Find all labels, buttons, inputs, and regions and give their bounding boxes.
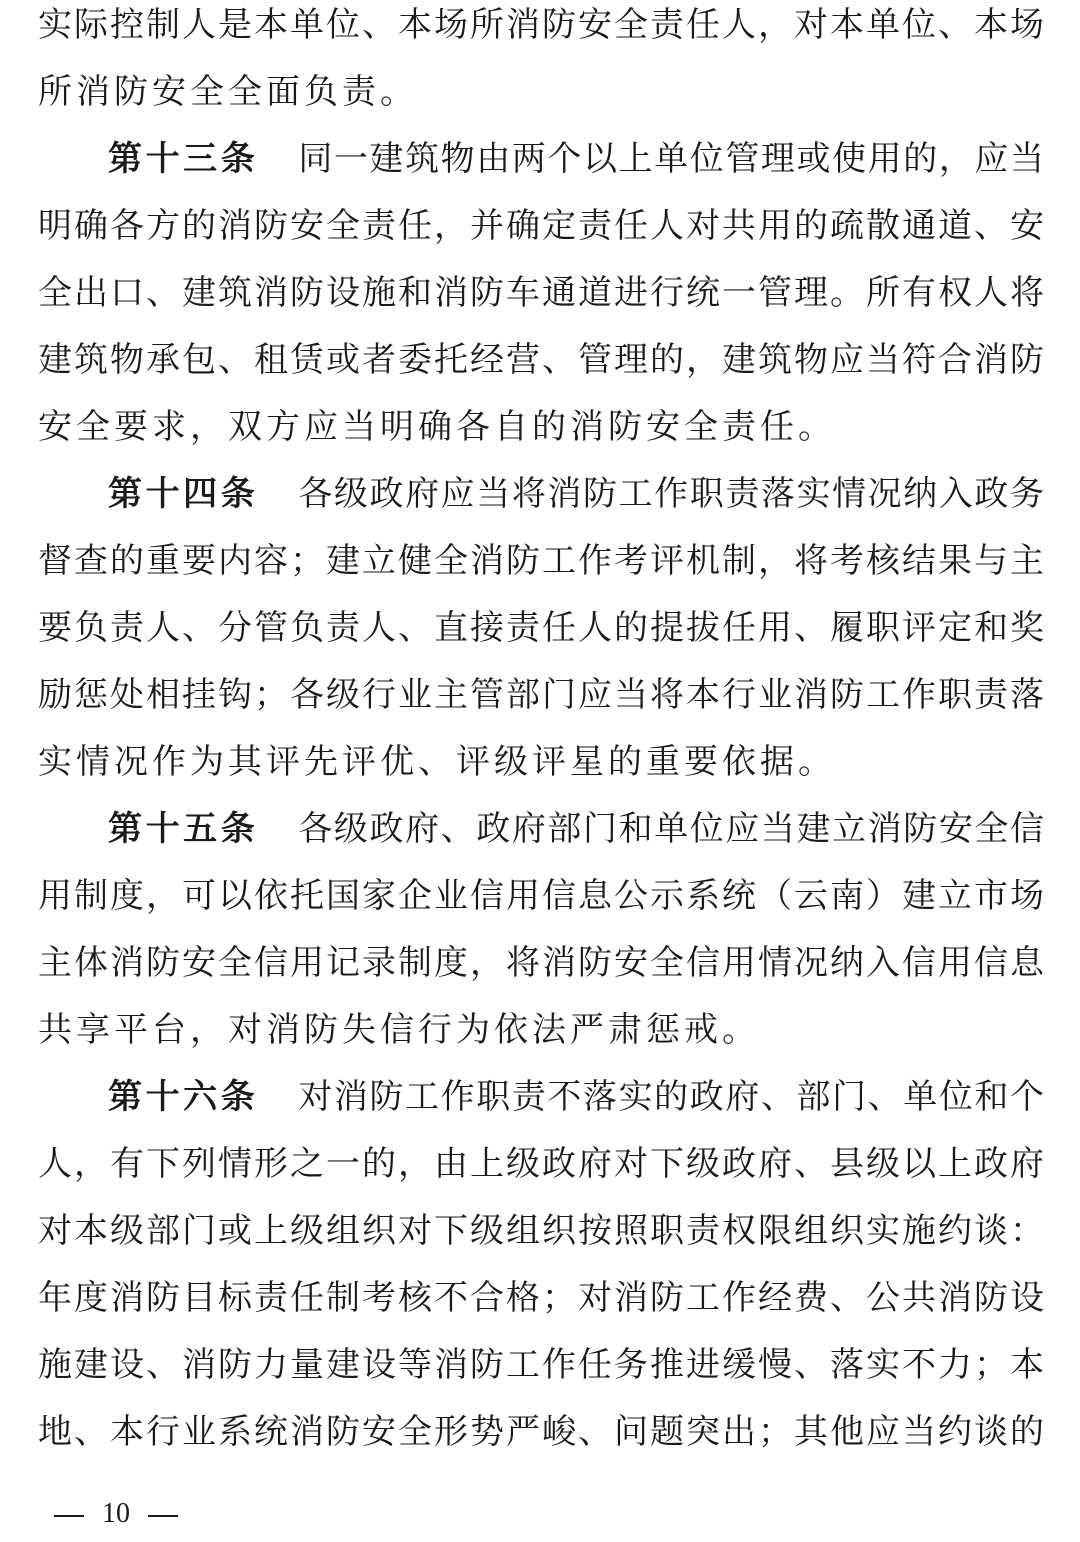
page-footer [54,1494,178,1534]
text-line: 共享平台，对消防失信行为依法严肃惩戒。 [38,1010,760,1050]
text-line: 用制度，可以依托国家企业信用信息公示系统（云南）建立市场 [38,876,1044,916]
article-heading: 第十六条 [108,1077,259,1117]
text-line: 实际控制人是本单位、本场所消防安全责任人，对本单位、本场 [38,5,1044,45]
article-15-first-line: 第十五条 各级政府、政府部门和单位应当建立消防安全信 [108,809,1044,849]
footer-dash-right [148,1515,178,1517]
document-page [38,0,1044,1466]
article-heading: 第十三条 [108,139,259,179]
text-line: 要负责人、分管负责人、直接责任人的提拔任用、履职评定和奖 [38,608,1044,648]
text-line: 实情况作为其评先评优、评级评星的重要依据。 [38,742,836,782]
text-line: 建筑物承包、租赁或者委托经营、管理的，建筑物应当符合消防 [38,340,1044,380]
text-line: 安全要求，双方应当明确各自的消防安全责任。 [38,407,836,447]
text-line: 主体消防安全信用记录制度，将消防安全信用情况纳入信用信息 [38,943,1044,983]
article-heading: 第十四条 [108,474,259,514]
text-line: 对本级部门或上级组织对下级组织按照职责权限组织实施约谈： [38,1211,1044,1251]
text-line: 励惩处相挂钩；各级行业主管部门应当将本行业消防工作职责落 [38,675,1044,715]
text-line: 施建设、消防力量建设等消防工作任务推进缓慢、落实不力；本 [38,1345,1044,1385]
text-line: 全出口、建筑消防设施和消防车通道进行统一管理。所有权人将 [38,273,1044,313]
text-line: 明确各方的消防安全责任，并确定责任人对共用的疏散通道、安 [38,206,1044,246]
page-number: 10 [102,1498,130,1529]
footer-dash-left [54,1515,84,1517]
text-line: 地、本行业系统消防安全形势严峻、问题突出；其他应当约谈的 [38,1412,1044,1452]
text-line: 年度消防目标责任制考核不合格；对消防工作经费、公共消防设 [38,1278,1044,1318]
text-line: 督查的重要内容；建立健全消防工作考评机制，将考核结果与主 [38,541,1044,581]
article-13-first-line: 第十三条 同一建筑物由两个以上单位管理或使用的，应当 [108,139,1044,179]
article-14-first-line: 第十四条 各级政府应当将消防工作职责落实情况纳入政务 [108,474,1044,514]
text-line: 人，有下列情形之一的，由上级政府对下级政府、县级以上政府 [38,1144,1044,1184]
text-line: 所消防安全全面负责。 [38,72,418,112]
article-heading: 第十五条 [108,809,259,849]
article-16-first-line: 第十六条 对消防工作职责不落实的政府、部门、单位和个 [108,1077,1044,1117]
